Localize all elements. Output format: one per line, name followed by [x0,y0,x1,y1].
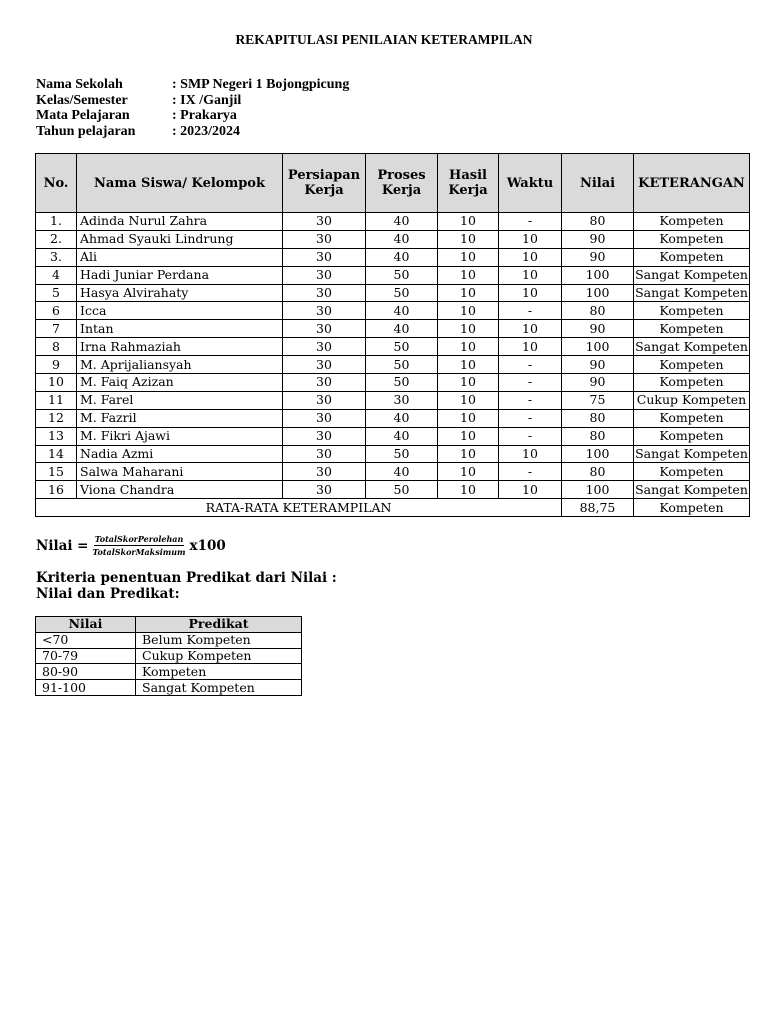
cell-nilai: 80 [562,427,634,445]
cell-no: 1. [36,213,77,231]
criteria-line-2: Nilai dan Predikat: [36,586,180,602]
cell-persiapan: 30 [283,248,366,266]
cell-persiapan: 30 [283,356,366,374]
header-no: No. [36,154,77,213]
predikat-cell-nilai: 80-90 [36,664,136,680]
predikat-row [36,680,302,696]
cell-nilai: 100 [562,266,634,284]
cell-nama: M. Aprijaliansyah [77,356,283,374]
cell-hasil: 10 [438,248,499,266]
table-row [36,427,750,445]
cell-no: 12 [36,409,77,427]
cell-persiapan: 30 [283,445,366,463]
cell-no: 8 [36,338,77,356]
cell-no: 4 [36,266,77,284]
table-row [36,320,750,338]
cell-nama: M. Fikri Ajawi [77,427,283,445]
table-row [36,302,750,320]
cell-waktu: 10 [499,230,562,248]
criteria-text [36,570,337,602]
cell-proses: 40 [366,230,438,248]
cell-proses: 40 [366,427,438,445]
average-label: RATA-RATA KETERAMPILAN [36,499,562,517]
cell-no: 11 [36,391,77,409]
cell-nama: Adinda Nurul Zahra [77,213,283,231]
cell-nilai: 80 [562,213,634,231]
info-row [36,93,349,109]
predikat-cell-predikat: Sangat Kompeten [136,680,302,696]
cell-proses: 30 [366,391,438,409]
table-row [36,230,750,248]
info-label: Mata Pelajaran [36,108,130,123]
predikat-row [36,648,302,664]
cell-proses: 40 [366,409,438,427]
formula-fraction [92,534,185,557]
cell-nilai: 90 [562,356,634,374]
table-row [36,391,750,409]
cell-proses: 40 [366,320,438,338]
cell-persiapan: 30 [283,230,366,248]
cell-keterangan: Sangat Kompeten [635,285,748,300]
cell-waktu: - [499,391,562,409]
header-keterangan: KETERANGAN [634,154,750,213]
cell-nilai: 100 [562,338,634,356]
table-row [36,445,750,463]
cell-nilai: 90 [562,374,634,392]
cell-no: 9 [36,356,77,374]
cell-hasil: 10 [438,320,499,338]
cell-persiapan: 30 [283,374,366,392]
info-row [36,77,349,93]
cell-proses: 50 [366,374,438,392]
table-row [36,409,750,427]
cell-waktu: 10 [499,445,562,463]
table-row [36,284,750,302]
cell-keterangan: Sangat Kompeten [635,481,748,497]
table-header-row [36,154,750,213]
cell-waktu: 10 [499,338,562,356]
cell-proses: 50 [366,356,438,374]
info-label: Nama Sekolah [36,77,123,92]
cell-waktu: - [499,374,562,392]
header-proses-kerja: Proses Kerja [366,154,438,213]
table-row [36,463,750,481]
cell-keterangan: Kompeten [634,230,750,248]
table-row [36,374,750,392]
cell-no: 14 [36,445,77,463]
cell-keterangan: Kompeten [634,427,750,445]
cell-nilai: 80 [562,463,634,481]
cell-hasil: 10 [438,213,499,231]
cell-keterangan: Kompeten [634,356,750,374]
cell-persiapan: 30 [283,391,366,409]
cell-waktu: 10 [499,266,562,284]
cell-keterangan: Sangat Kompeten [635,446,748,462]
cell-hasil: 10 [438,374,499,392]
table-row [36,356,750,374]
info-value: : IX /Ganjil [172,92,242,108]
cell-waktu: - [499,213,562,231]
cell-nilai: 80 [562,302,634,320]
table-row [36,213,750,231]
document-title: REKAPITULASI PENILAIAN KETERAMPILAN [235,32,533,47]
cell-persiapan: 30 [283,302,366,320]
table-row [36,248,750,266]
cell-proses: 50 [366,445,438,463]
cell-nama: M. Farel [77,391,283,409]
cell-no: 3. [36,248,77,266]
cell-nama: Ahmad Syauki Lindrung [77,230,283,248]
table-row [36,338,750,356]
predikat-cell-predikat: Belum Kompeten [136,632,302,648]
cell-keterangan: Kompeten [634,374,750,392]
cell-hasil: 10 [438,463,499,481]
school-info [36,77,349,139]
formula-numerator: TotalSkorPerolehan [94,534,184,544]
cell-keterangan: Kompeten [634,409,750,427]
predikat-row [36,632,302,648]
cell-nama: M. Fazril [77,409,283,427]
cell-hasil: 10 [438,302,499,320]
cell-hasil: 10 [438,284,499,302]
cell-nilai: 75 [562,391,634,409]
cell-persiapan: 30 [283,213,366,231]
cell-keterangan: Cukup Kompeten [634,391,750,409]
info-label: Kelas/Semester [36,92,128,108]
formula-suffix: x100 [189,537,226,554]
cell-keterangan: Kompeten [634,213,750,231]
cell-persiapan: 30 [283,409,366,427]
cell-keterangan: Kompeten [634,302,750,320]
cell-nilai: 100 [562,284,634,302]
cell-keterangan: Kompeten [634,463,750,481]
formula-prefix: Nilai = [36,537,89,554]
info-row [36,108,349,124]
cell-nama: Intan [77,320,283,338]
cell-hasil: 10 [438,427,499,445]
info-value: : SMP Negeri 1 Bojongpicung [172,77,350,92]
average-nilai: 88,75 [562,499,634,517]
cell-waktu: 10 [499,248,562,266]
cell-waktu: - [499,463,562,481]
header-persiapan-kerja: Persiapan Kerja [283,154,366,213]
predikat-header-nilai: Nilai [36,617,136,633]
cell-nama: Hasya Alvirahaty [77,284,283,302]
table-row [36,266,750,284]
cell-keterangan: Kompeten [634,320,750,338]
predikat-header-row [36,617,302,633]
cell-hasil: 10 [438,481,499,499]
cell-persiapan: 30 [283,463,366,481]
cell-persiapan: 30 [283,481,366,499]
predikat-table [35,616,302,696]
cell-proses: 40 [366,302,438,320]
cell-nama: Hadi Juniar Perdana [77,266,283,284]
cell-persiapan: 30 [283,284,366,302]
predikat-cell-predikat: Kompeten [136,664,302,680]
cell-nilai: 100 [562,481,634,499]
cell-hasil: 10 [438,391,499,409]
predikat-row [36,664,302,680]
cell-keterangan: Kompeten [634,248,750,266]
cell-waktu: - [499,427,562,445]
cell-no: 16 [36,481,77,499]
cell-no: 7 [36,320,77,338]
cell-waktu: 10 [499,481,562,499]
cell-nama: Ali [77,248,283,266]
cell-keterangan: Sangat Kompeten [635,338,748,354]
cell-waktu: - [499,409,562,427]
cell-proses: 40 [366,213,438,231]
cell-hasil: 10 [438,338,499,356]
header-hasil-kerja: Hasil Kerja [438,154,499,213]
cell-nama: Icca [77,302,283,320]
cell-waktu: 10 [499,284,562,302]
average-row [36,499,750,517]
cell-persiapan: 30 [283,338,366,356]
cell-waktu: - [499,356,562,374]
cell-no: 15 [36,463,77,481]
cell-waktu: 10 [499,320,562,338]
average-keterangan: Kompeten [634,499,750,517]
cell-no: 10 [36,374,77,392]
cell-proses: 50 [366,338,438,356]
cell-nilai: 90 [562,230,634,248]
cell-nama: M. Faiq Azizan [77,374,283,392]
cell-hasil: 10 [438,266,499,284]
cell-hasil: 10 [438,230,499,248]
predikat-cell-nilai: 91-100 [36,680,136,696]
info-label: Tahun pelajaran [36,123,136,139]
cell-hasil: 10 [438,409,499,427]
cell-persiapan: 30 [283,320,366,338]
score-table [35,153,750,517]
cell-no: 2. [36,230,77,248]
info-row [36,124,349,140]
cell-persiapan: 30 [283,427,366,445]
cell-no: 13 [36,427,77,445]
header-nama-siswa: Nama Siswa/ Kelompok [77,154,283,213]
cell-proses: 50 [366,481,438,499]
cell-hasil: 10 [438,356,499,374]
predikat-cell-predikat: Cukup Kompeten [136,648,302,664]
formula-denominator: TotalSkorMaksimum [92,547,186,557]
cell-proses: 50 [366,284,438,302]
cell-persiapan: 30 [283,266,366,284]
cell-keterangan: Sangat Kompeten [635,267,748,283]
info-value: : 2023/2024 [172,123,241,139]
cell-hasil: 10 [438,445,499,463]
cell-nilai: 100 [562,445,634,463]
header-waktu: Waktu [499,154,562,213]
cell-nilai: 90 [562,320,634,338]
cell-nama: Viona Chandra [77,481,283,499]
predikat-cell-nilai: 70-79 [36,648,136,664]
cell-nilai: 90 [562,248,634,266]
cell-no: 5 [36,284,77,302]
info-value: : Prakarya [172,108,237,123]
criteria-line-1: Kriteria penentuan Predikat dari Nilai : [36,570,337,586]
cell-no: 6 [36,302,77,320]
cell-waktu: - [499,302,562,320]
predikat-cell-nilai: <70 [36,632,136,648]
cell-nilai: 80 [562,409,634,427]
cell-proses: 40 [366,463,438,481]
nilai-formula [36,534,226,557]
predikat-header-predikat: Predikat [136,617,302,633]
cell-nama: Irna Rahmaziah [77,338,283,356]
cell-proses: 40 [366,248,438,266]
cell-proses: 50 [366,266,438,284]
table-row [36,481,750,499]
header-nilai: Nilai [562,154,634,213]
cell-nama: Nadia Azmi [77,445,283,463]
cell-nama: Salwa Maharani [77,463,283,481]
